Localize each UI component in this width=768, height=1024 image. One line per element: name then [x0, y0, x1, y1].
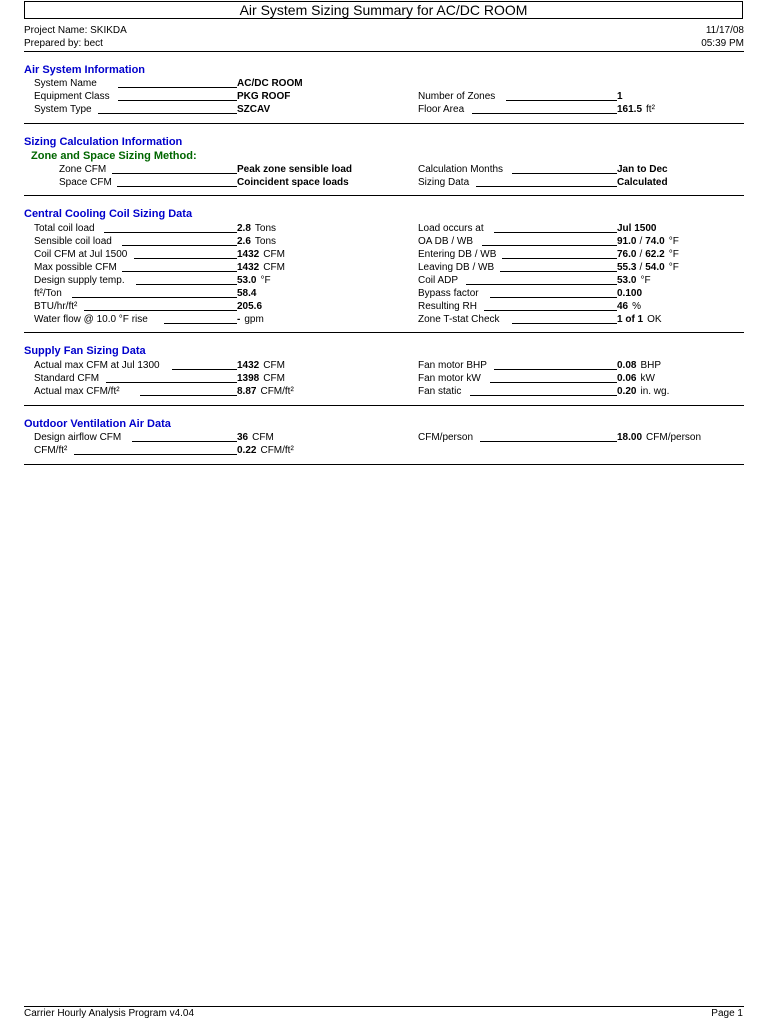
footer-divider — [24, 1006, 744, 1007]
report-title: Air System Sizing Summary for AC/DC ROOM — [24, 1, 743, 19]
footer-program: Carrier Hourly Analysis Program v4.04 — [24, 1008, 195, 1019]
prepared-by: Prepared by: bect — [24, 38, 103, 49]
section-title-sizing-calc: Sizing Calculation Information — [24, 136, 183, 148]
section-title-outdoor-ventilation: Outdoor Ventilation Air Data — [24, 418, 171, 430]
divider — [24, 195, 744, 196]
section-title-supply-fan: Supply Fan Sizing Data — [24, 345, 146, 357]
divider — [24, 51, 744, 52]
report-time: 05:39 PM — [701, 38, 744, 49]
report-date: 11/17/08 — [705, 25, 744, 36]
divider — [24, 123, 744, 124]
divider — [24, 405, 744, 406]
divider — [24, 464, 744, 465]
subtitle-sizing-method: Zone and Space Sizing Method: — [31, 150, 197, 162]
project-name: Project Name: SKIKDA — [24, 25, 127, 36]
section-title-air-system: Air System Information — [24, 64, 146, 76]
section-title-cooling-coil: Central Cooling Coil Sizing Data — [24, 208, 193, 220]
footer-page: Page 1 — [711, 1008, 743, 1019]
divider — [24, 332, 744, 333]
